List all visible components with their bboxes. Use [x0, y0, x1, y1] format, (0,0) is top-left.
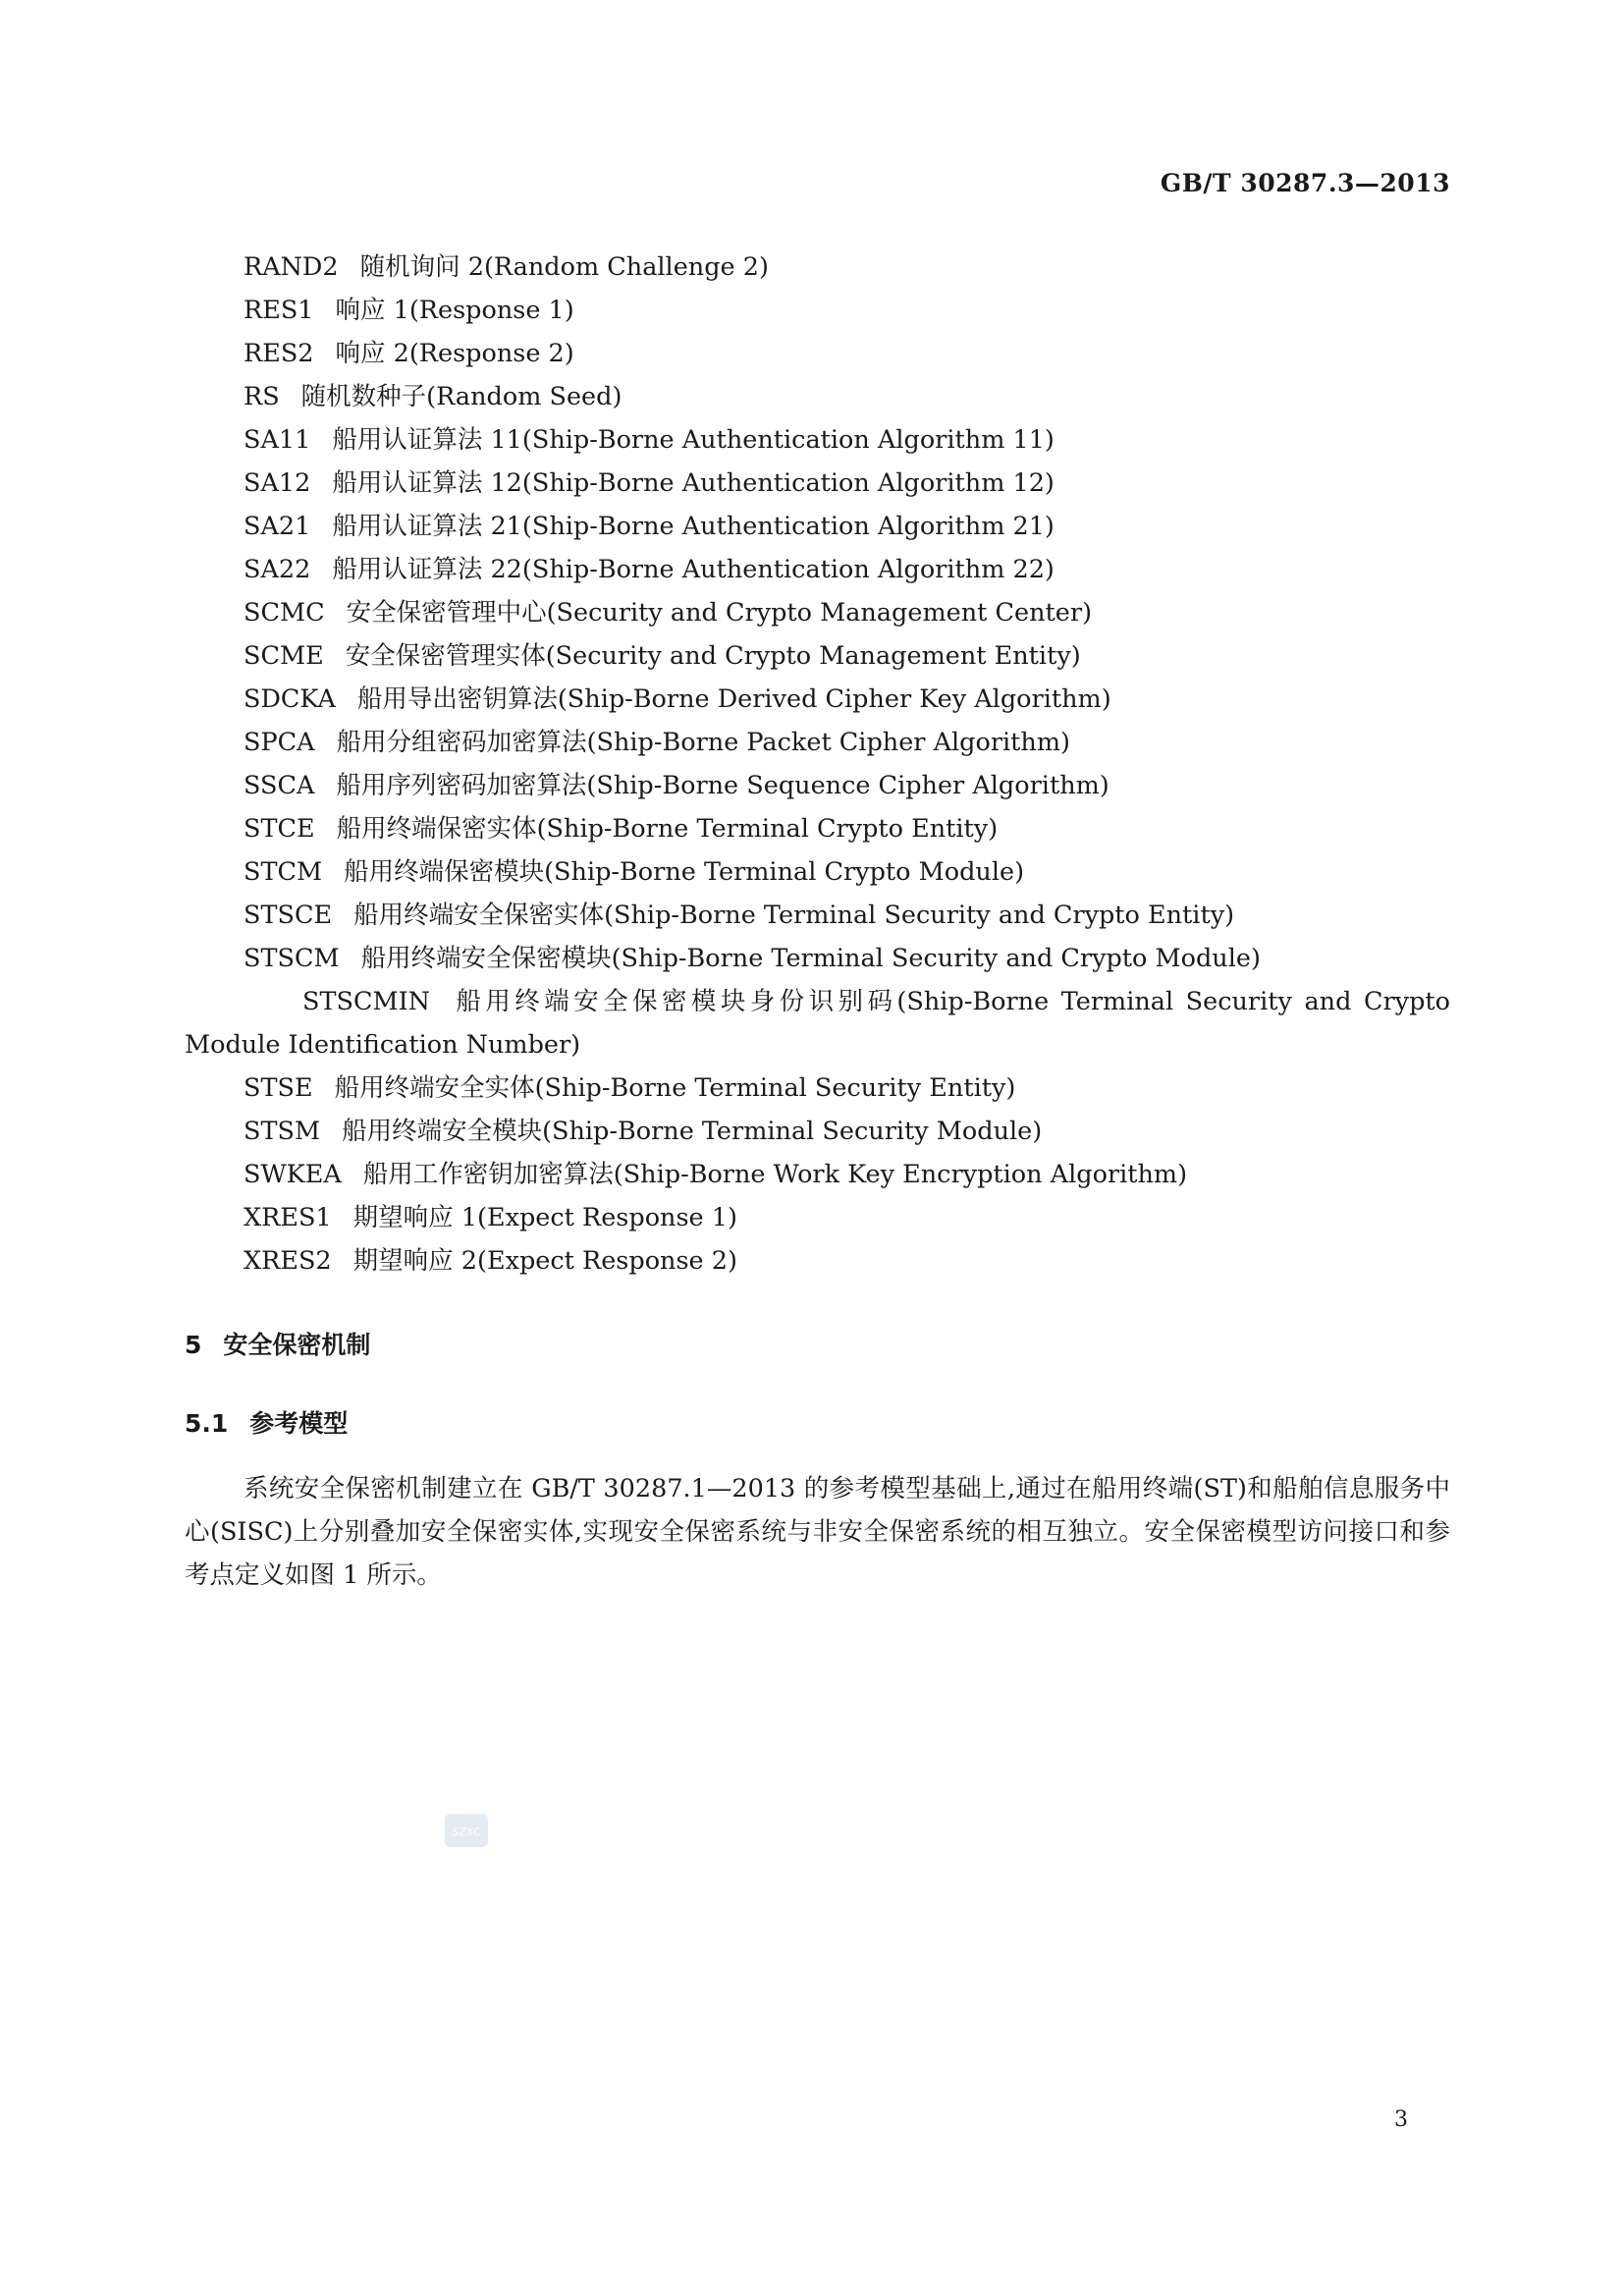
svg-text:SZXC: SZXC: [452, 1826, 481, 1838]
abbreviation-code: XRES2: [243, 1246, 332, 1276]
abbreviation-desc: 船用终端安全保密实体(Ship-Borne Terminal Security and Crypto Entity): [353, 901, 1235, 930]
abbreviation-desc: 船用认证算法 12(Ship-Borne Authentication Algorithm 12): [332, 468, 1055, 498]
abbreviation-code: SSCA: [243, 771, 315, 800]
standard-number-header: GB/T 30287.3—2013: [1160, 169, 1450, 197]
abbreviation-list: [185, 246, 1450, 1283]
section-5-1-title: 参考模型: [249, 1409, 349, 1438]
watermark-logo: [444, 1813, 489, 1848]
page-number: 3: [1394, 2107, 1408, 2132]
abbreviation-desc: 船用终端安全保密模块(Ship-Borne Terminal Security and Crypto Module): [360, 944, 1261, 973]
abbreviation-item: [185, 980, 1450, 1066]
abbreviation-desc: 船用认证算法 21(Ship-Borne Authentication Algorithm 21): [332, 512, 1055, 541]
abbreviation-desc: 船用序列密码加密算法(Ship-Borne Sequence Cipher Algorithm): [336, 771, 1109, 800]
abbreviation-code: RAND2: [243, 252, 339, 282]
abbreviation-item: [243, 548, 1450, 591]
abbreviation-item: [243, 375, 1450, 418]
abbreviation-item: [243, 418, 1450, 462]
abbreviation-code: XRES1: [243, 1203, 332, 1232]
abbreviation-item: [243, 721, 1450, 764]
abbreviation-code: RS: [243, 382, 280, 411]
abbreviation-code: SA12: [243, 468, 311, 498]
abbreviation-item: [243, 1066, 1450, 1110]
section-5-number: 5: [185, 1331, 202, 1359]
abbreviation-desc: 船用终端安全实体(Ship-Borne Terminal Security Entity): [334, 1073, 1016, 1103]
section-5-1-number: 5.1: [185, 1409, 229, 1438]
abbreviation-desc: 船用导出密钥算法(Ship-Borne Derived Cipher Key Algorithm): [356, 684, 1111, 714]
abbreviation-desc: 随机询问 2(Random Challenge 2): [359, 252, 769, 282]
abbreviation-desc: 船用工作密钥加密算法(Ship-Borne Work Key Encryption Algorithm): [362, 1160, 1188, 1189]
abbreviation-code: STSCM: [243, 944, 340, 973]
abbreviation-desc: 船用终端安全保密模块身份识别码(Ship-Borne Terminal Security and Crypto Module Identification Number): [185, 987, 1450, 1060]
abbreviation-item: [243, 937, 1450, 980]
abbreviation-desc: 船用认证算法 11(Ship-Borne Authentication Algorithm 11): [332, 425, 1055, 455]
section-5-1-heading: [185, 1404, 348, 1440]
abbreviation-code: SDCKA: [243, 684, 336, 714]
abbreviation-code: SA11: [243, 425, 311, 455]
abbreviation-code: RES2: [243, 339, 314, 368]
abbreviation-item: [243, 894, 1450, 937]
abbreviation-code: STSE: [243, 1073, 313, 1103]
abbreviation-code: STCM: [243, 857, 323, 887]
abbreviation-item: [243, 678, 1450, 721]
section-5-heading: [185, 1326, 370, 1361]
abbreviation-desc: 响应 2(Response 2): [335, 339, 574, 368]
section-5-1-paragraph: 系统安全保密机制建立在 GB/T 30287.1—2013 的参考模型基础上,通过在船用终端(ST)和船舶信息服务中心(SISC)上分别叠加安全保密实体,实现安全保密系统与非安全保密系统的相互独立。安全保密模型访问接口和参考点定义如图 1 所示。: [185, 1474, 1450, 1590]
abbreviation-item: [243, 332, 1450, 375]
abbreviation-item: [243, 807, 1450, 850]
abbreviation-code: SWKEA: [243, 1160, 342, 1189]
abbreviation-item: [243, 591, 1450, 634]
abbreviation-desc: 期望响应 2(Expect Response 2): [352, 1246, 737, 1276]
abbreviation-desc: 安全保密管理中心(Security and Crypto Management Center): [346, 598, 1093, 628]
abbreviation-desc: 期望响应 1(Expect Response 1): [352, 1203, 737, 1232]
abbreviation-desc: 安全保密管理实体(Security and Crypto Management Entity): [345, 641, 1081, 671]
abbreviation-desc: 船用终端保密模块(Ship-Borne Terminal Crypto Module): [344, 857, 1025, 887]
abbreviation-item: [243, 462, 1450, 505]
abbreviation-code: SPCA: [243, 728, 315, 757]
abbreviation-code: SCME: [243, 641, 324, 671]
abbreviation-item: [243, 1153, 1450, 1196]
abbreviation-item: [243, 634, 1450, 678]
abbreviation-desc: 响应 1(Response 1): [335, 296, 574, 325]
abbreviation-code: STCE: [243, 814, 315, 844]
abbreviation-item: [243, 1239, 1450, 1283]
abbreviation-item: [243, 505, 1450, 548]
abbreviation-desc: 船用认证算法 22(Ship-Borne Authentication Algorithm 22): [332, 555, 1055, 584]
section-5-title: 安全保密机制: [223, 1331, 371, 1359]
abbreviation-desc: 随机数种子(Random Seed): [300, 382, 622, 411]
abbreviation-desc: 船用终端安全模块(Ship-Borne Terminal Security Module): [342, 1117, 1043, 1146]
abbreviation-item: [243, 850, 1450, 894]
abbreviation-code: STSCE: [243, 901, 333, 930]
abbreviation-code: STSM: [243, 1117, 321, 1146]
abbreviation-code: SA21: [243, 512, 311, 541]
abbreviation-code: SCMC: [243, 598, 325, 628]
abbreviation-item: [243, 246, 1450, 289]
abbreviation-code: RES1: [243, 296, 314, 325]
abbreviation-item: [243, 289, 1450, 332]
abbreviation-desc: 船用分组密码加密算法(Ship-Borne Packet Cipher Algorithm): [336, 728, 1070, 757]
abbreviation-code: STSCMIN: [302, 987, 430, 1016]
abbreviation-item: [243, 764, 1450, 807]
abbreviation-code: SA22: [243, 555, 311, 584]
abbreviation-item: [243, 1110, 1450, 1153]
abbreviation-desc: 船用终端保密实体(Ship-Borne Terminal Crypto Entity): [336, 814, 999, 844]
abbreviation-item: [243, 1196, 1450, 1239]
